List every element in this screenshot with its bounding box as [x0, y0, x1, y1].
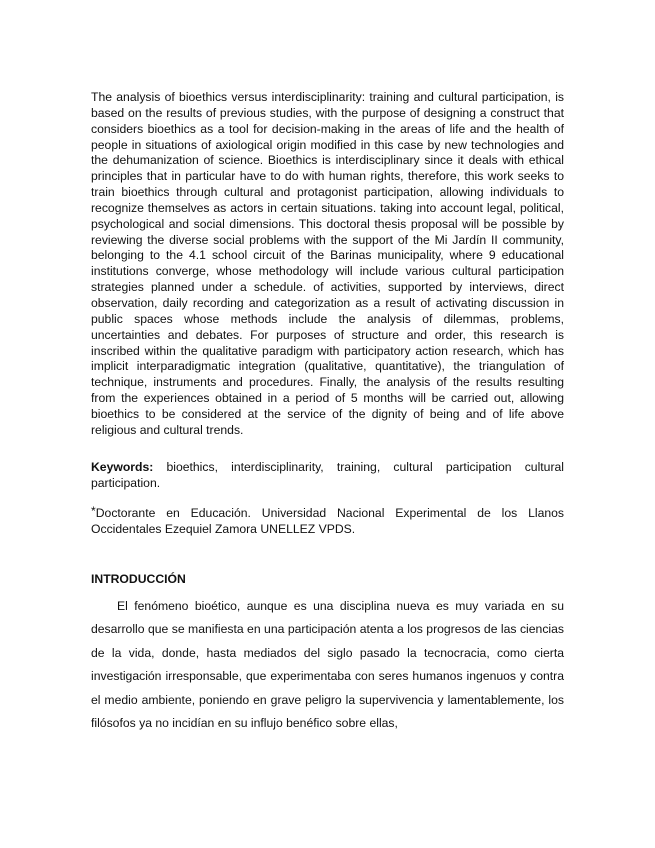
introduction-paragraph: El fenómeno bioético, aunque es una disciplina nueva es muy variada en su desarrollo que se manifiesta en una participación atenta a los progresos de las ciencias de la vida, donde, hasta mediados del siglo pasado la tecnocracia, como cierta investigación irresponsable, que experimentaba con seres humanos ingenuos y contra el medio ambiente, poniendo en grave peligro la supervivencia y lamentablemente, los filósofos ya no incidían en su influjo benéfico sobre ellas,: [91, 599, 564, 731]
footnote-marker: *: [91, 504, 96, 518]
affiliation-footnote: [91, 506, 564, 538]
footnote-text: Doctorante en Educación. Universidad Nacional Experimental de los Llanos Occidentales Ezequiel Zamora UNELLEZ VPDS.: [91, 506, 564, 536]
keywords-label: Keywords:: [91, 460, 154, 474]
keywords-paragraph: [91, 460, 564, 492]
introduction-heading: INTRODUCCIÓN: [91, 572, 186, 586]
abstract-paragraph: The analysis of bioethics versus interdisciplinarity: training and cultural participation, is based on the results of previous studies, with the purpose of designing a construct that considers bioethics as a tool for decision-making in the areas of life and the health of people in situations of axiological origin modified in this case by new technologies and the dehumanization of science. Bioethics is interdisciplinary since it deals with ethical principles that in particular have to do with human rights, therefore, this work seeks to train bioethics through cultural and protagonist participation, allowing individuals to recognize themselves as actors in certain situations. taking into account legal, political, psychological and social dimensions. This doctoral thesis proposal will be possible by reviewing the diverse social problems with the support of the Mi Jardín II community, belonging to the 4.1 school circuit of the Barinas municipality, where 9 educational institutions converge, whose methodology will include various cultural participation strategies planned under a schedule. of activities, supported by interviews, direct observation, daily recording and categorization as a result of activating discussion in public spaces whose methods include the analysis of dilemmas, problems, uncertainties and debates. For purposes of structure and order, this research is inscribed within the qualitative paradigm with participatory action research, which has implicit interparadigmatic integration (qualitative, quantitative), the triangulation of technique, instruments and procedures. Finally, the analysis of the results resulting from the experiences obtained in a period of 5 months will be carried out, allowing bioethics to be considered at the service of the dignity of being and of life above religious and cultural trends.: [91, 90, 564, 437]
keywords-text: bioethics, interdisciplinarity, training, cultural participation cultural participation.: [91, 460, 564, 490]
